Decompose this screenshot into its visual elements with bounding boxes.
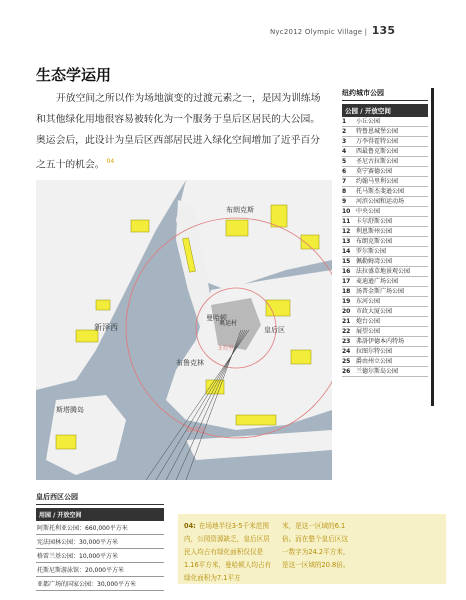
map-label-staten: 斯塔腾岛 xyxy=(56,406,84,414)
park-list-name: 法拉盛草地景观公园 xyxy=(356,268,411,275)
park-list-number: 9 xyxy=(342,198,347,205)
park-list-name: 约翰马里利公园 xyxy=(356,178,399,185)
map-park xyxy=(271,205,287,227)
park-list-number: 22 xyxy=(342,328,351,335)
park-list-item xyxy=(342,247,428,257)
park-list-item xyxy=(342,337,428,347)
park-list-number: 16 xyxy=(342,268,351,275)
park-list-number: 24 xyxy=(342,348,351,355)
park-list-number: 11 xyxy=(342,218,351,225)
park-list-item xyxy=(342,207,428,217)
map-label-village: 奥运村 xyxy=(219,320,238,327)
park-list-name: 拉图尔特公园 xyxy=(356,348,393,355)
queens-table-subtitle: 用园 / 开放空间 xyxy=(36,508,164,521)
park-list-name: 托马斯杰斐逊公园 xyxy=(356,188,405,195)
map-park xyxy=(266,300,290,316)
queens-park-table xyxy=(36,492,164,591)
park-list xyxy=(342,88,428,377)
map-label-queens: 皇后区 xyxy=(264,326,285,334)
park-list-number: 3 xyxy=(342,138,347,145)
page-number: 135 xyxy=(371,24,396,37)
park-list-item xyxy=(342,287,428,297)
park-list-item xyxy=(342,357,428,367)
park-list-number: 23 xyxy=(342,338,351,345)
map-park xyxy=(236,415,276,425)
park-list-items xyxy=(342,117,428,377)
park-list-number: 17 xyxy=(342,278,351,285)
park-list-number: 5 xyxy=(342,158,347,165)
map-label-bronx: 布朗克斯 xyxy=(226,206,254,214)
park-list-item xyxy=(342,237,428,247)
park-list-item xyxy=(342,327,428,337)
park-list-item xyxy=(342,127,428,137)
map-park xyxy=(291,350,311,364)
park-list-number: 12 xyxy=(342,228,351,235)
park-list-name: 特鲁恩城堡公园 xyxy=(356,128,399,135)
queens-table-row: 亚都广场的国家公园：30,000平方米 xyxy=(36,577,164,591)
park-list-name: 佩勒姆湾公园 xyxy=(356,258,393,265)
park-list-name: 展望公园 xyxy=(356,328,381,335)
map-label-ring-small: 3英里 xyxy=(218,345,234,352)
park-list-name: 西最鲁克斯公园 xyxy=(356,148,399,155)
queens-table-row: 格雷兰基公园：10,000平方米 xyxy=(36,549,164,563)
park-list-number: 18 xyxy=(342,288,351,295)
park-list-number: 19 xyxy=(342,298,351,305)
park-list-item xyxy=(342,257,428,267)
park-list-number: 6 xyxy=(342,168,347,175)
running-title: Nyc2012 Olympic Village | xyxy=(270,28,368,36)
park-list-name: 兰德尔斯岛公园 xyxy=(356,368,399,375)
queens-table-row: 阿斯托利亚公园：660,000平方米 xyxy=(36,521,164,535)
park-list-name: 利恩斯州公园 xyxy=(356,228,393,235)
park-list-item xyxy=(342,217,428,227)
map-park xyxy=(226,220,248,236)
park-list-name: 圣尼古拉斯公园 xyxy=(356,158,399,165)
park-list-name: 麦迪逊广场公园 xyxy=(356,278,399,285)
park-list-name: 万李得霍特公园 xyxy=(356,138,399,145)
park-list-item xyxy=(342,157,428,167)
park-list-name: 河滨公园和运动场 xyxy=(356,198,405,205)
park-list-number: 1 xyxy=(342,118,347,125)
footnote-caption xyxy=(178,514,446,584)
map-label-ring-large: 10英里 xyxy=(186,427,206,434)
park-list-item xyxy=(342,117,428,127)
park-list-name: 中央公园 xyxy=(356,208,381,215)
park-list-item xyxy=(342,227,428,237)
park-list-item xyxy=(342,187,428,197)
section-title: 生态学运用 xyxy=(36,66,112,84)
park-list-accent-bar xyxy=(431,88,434,406)
park-list-number: 20 xyxy=(342,308,351,315)
park-list-number: 4 xyxy=(342,148,347,155)
park-list-number: 8 xyxy=(342,188,347,195)
queens-table-rows xyxy=(36,521,164,591)
park-list-name: 罗尔斯公园 xyxy=(356,248,387,255)
map-label-brooklyn: 布鲁克林 xyxy=(176,359,204,367)
park-list-item xyxy=(342,297,428,307)
park-list-name: 小丘公园 xyxy=(356,118,381,125)
park-list-name: 爵由州立公园 xyxy=(356,358,393,365)
park-list-item xyxy=(342,147,428,157)
park-list-name: 弗洛伊德本内特场 xyxy=(356,338,405,345)
park-list-number: 7 xyxy=(342,178,347,185)
park-list-item xyxy=(342,307,428,317)
queens-table-title: 皇后西区公园 xyxy=(36,492,164,505)
park-list-name: 莫宁赛德公园 xyxy=(356,168,393,175)
park-list-item xyxy=(342,197,428,207)
park-list-name: 炮台公园 xyxy=(356,318,381,325)
park-list-item xyxy=(342,317,428,327)
park-list-name: 东河公园 xyxy=(356,298,381,305)
park-list-item xyxy=(342,347,428,357)
caption-col-1 xyxy=(184,520,276,585)
park-list-number: 10 xyxy=(342,208,351,215)
park-list-number: 25 xyxy=(342,358,351,365)
park-list-name: 布朗克斯公园 xyxy=(356,238,393,245)
park-list-name: 市政大厦公园 xyxy=(356,308,393,315)
park-list-title: 纽约城市公园 xyxy=(342,88,428,101)
running-header xyxy=(270,24,395,37)
map-label-manhattan: 曼哈顿 xyxy=(206,314,227,322)
park-list-number: 26 xyxy=(342,368,351,375)
park-list-number: 13 xyxy=(342,238,351,245)
queens-table-row: 托斯尼斯游泳馆：20,000平方米 xyxy=(36,563,164,577)
body-text: 开放空间之所以作为场地演变的过渡元素之一，是因为训练场和其他绿化用地很容易被转化为一个服务于皇后区居民的大公园。奥运会后，此设计为皇后区西部居民进入绿化空间增加了近乎百分之五十的机会。 xyxy=(36,93,321,171)
caption-col-1-text: 在场地半径3-5千米范围内，公园资源缺乏，皇后区居民人均占有绿化面积仅仅是1.16平方米，曼哈顿人均占有绿化面积为7.1平方 xyxy=(184,522,272,582)
map-label-newjersey: 新泽西 xyxy=(94,323,118,332)
park-list-item xyxy=(342,177,428,187)
caption-footnote-number: 04: xyxy=(184,522,196,530)
map-park xyxy=(96,300,110,310)
park-list-item xyxy=(342,277,428,287)
body-paragraph xyxy=(36,88,326,175)
park-list-item xyxy=(342,167,428,177)
park-list-name: 汤普金斯广场公园 xyxy=(356,288,405,295)
park-list-number: 21 xyxy=(342,318,351,325)
park-list-number: 15 xyxy=(342,258,351,265)
footnote-marker[interactable]: 04 xyxy=(106,158,115,165)
park-list-item xyxy=(342,267,428,277)
park-list-item xyxy=(342,137,428,147)
park-list-item xyxy=(342,367,428,377)
queens-table-row: 宪法园林公园：30,000平方米 xyxy=(36,535,164,549)
park-list-number: 14 xyxy=(342,248,351,255)
caption-col-2: 米，是这一区域的6.1倍。而在整个皇后区这一数字为24.2平方米，是这一区域的20.8倍。 xyxy=(282,522,350,569)
park-list-subtitle: 公园 / 开放空间 xyxy=(342,104,428,117)
park-list-name: 卡尔舒斯公园 xyxy=(356,218,393,225)
map-park xyxy=(131,220,149,232)
nyc-map xyxy=(36,180,332,480)
map-park xyxy=(56,435,76,449)
park-list-number: 2 xyxy=(342,128,347,135)
